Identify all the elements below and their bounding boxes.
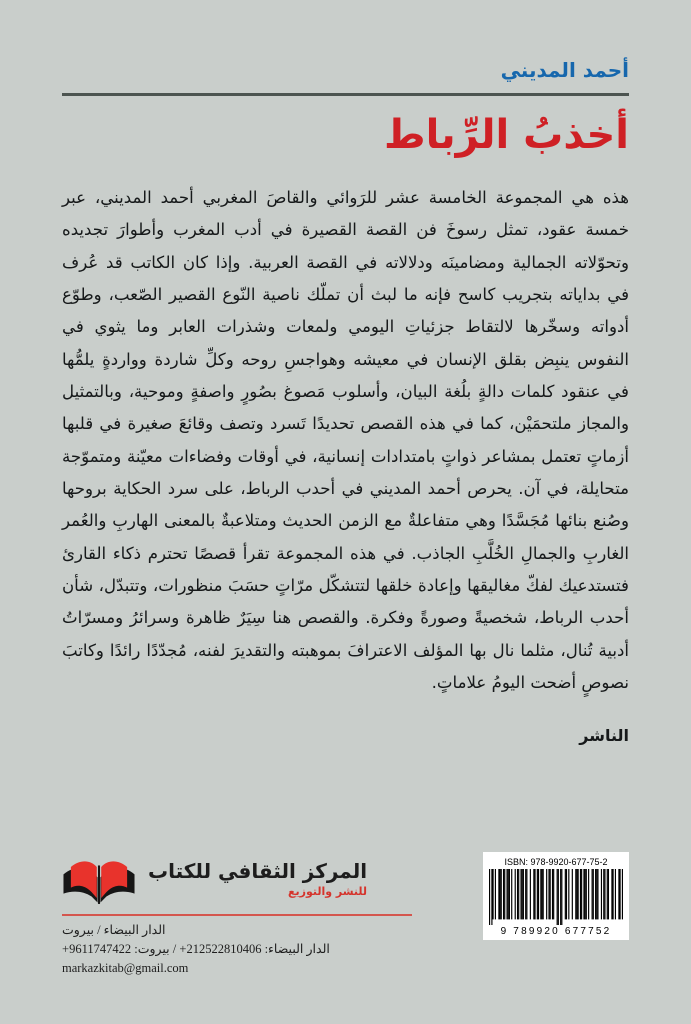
author-name: أحمد المديني xyxy=(500,58,629,82)
header-divider xyxy=(62,93,629,96)
publisher-block xyxy=(62,852,412,978)
isbn-barcode xyxy=(483,852,629,940)
contact-phones: الدار البيضاء: 212522810406+ / بيروت: 9611747422+ xyxy=(62,942,330,956)
publisher-names xyxy=(148,860,367,901)
barcode-bars xyxy=(489,869,623,925)
isbn-label: ISBN: 978-9920-677-75-2 xyxy=(504,857,608,867)
contact-email: markazkitab@gmail.com xyxy=(62,961,189,975)
barcode-digits: 9 789920 677752 xyxy=(500,926,612,937)
cover-footer xyxy=(0,852,691,975)
publisher-name: المركز الثقافي للكتاب xyxy=(148,859,368,884)
publisher-contact xyxy=(62,921,412,978)
publisher-signature: الناشر xyxy=(579,725,629,745)
blurb-section xyxy=(0,160,691,745)
blurb-text: هذه هي المجموعة الخامسة عشر للرَوائي والقاصَ المغربي أحمد المديني، عبر خمسة عقود، تمثل رسوخَ فن القصة القصيرة في أدب المغرب وأطوارَ تجديده وتحوّلاته الجمالية ومضامينَه ودلالاته في القصة العربية. وإذا كان الكاتب قد عُرف في بداياته بتجريب كاسح فإنه ما لبث أن تملّك ناصية النّوع القصير الصّعب، وطوّع أدواته وسخّرها لالتقاط جزئياتِ اليومي ولمعات وشذرات العابر وما يثوي في النفوس ينبِض بقلق الإنسان في معيشه وهواجسِ روحه وكلِّ شاردة وواردةٍ يلمُّها في عنقود كلمات دالةٍ بلُغة البيان، وأسلوب مَصوغ بصُورٍ واصفةٍ وموحية، وبالتمثيل والمجاز ملتحمَيْن، كما في هذه القصص تحديدًا تَسرد وتصف وقائعَ صغيرة في قلبها أزماتٍ تعتمل بمشاعر ذواتٍ بامتدادات إنسانية، في أوقات وفضاءات معيّنة ومتموّجة متحايلة، في آن. يحرص أحمد المديني في أحدب الرباط، على سرد الحكاية بروحها وصُنع بنائها مُجَسَّدًا وهي متفاعلةٌ مع الزمن الحديث ومتلاعبةٌ بالمعنى الهاربِ والعُمر الغاربِ والجمالِ الخُلَّبِ الجاذب. في هذه المجموعة تقرأ قصصًا تحترم ذكاء القارئ فتستدعيك لفكّ مغاليقها وإعادة خلقها لتتشكّل مرّاتٍ حسَبَ منظورات، وتتبدّل، شأن أحدب الرباط، شخصيةً وصورةً وفكرة. والقصص هنا سِيَرٌ ظاهرة وسرائرُ ومسرّاتُ أدبية تُنال، مثلما نال بها المؤلف الاعترافَ بموهبته والتقديرَ لفنه، مُجدّدًا رائدًا وكاتبَ نصوصٍ أضحت اليومُ علاماتٍ. xyxy=(62,188,629,693)
publisher-divider xyxy=(62,914,412,916)
cover-header xyxy=(0,0,691,160)
publisher-subtitle: للنشر والتوزيع xyxy=(287,885,368,899)
publisher-identity xyxy=(62,852,412,910)
book-title: أخذبُ الرِّباط xyxy=(384,112,629,158)
open-book-logo xyxy=(62,855,136,907)
contact-cities: الدار البيضاء / بيروت xyxy=(62,923,166,937)
